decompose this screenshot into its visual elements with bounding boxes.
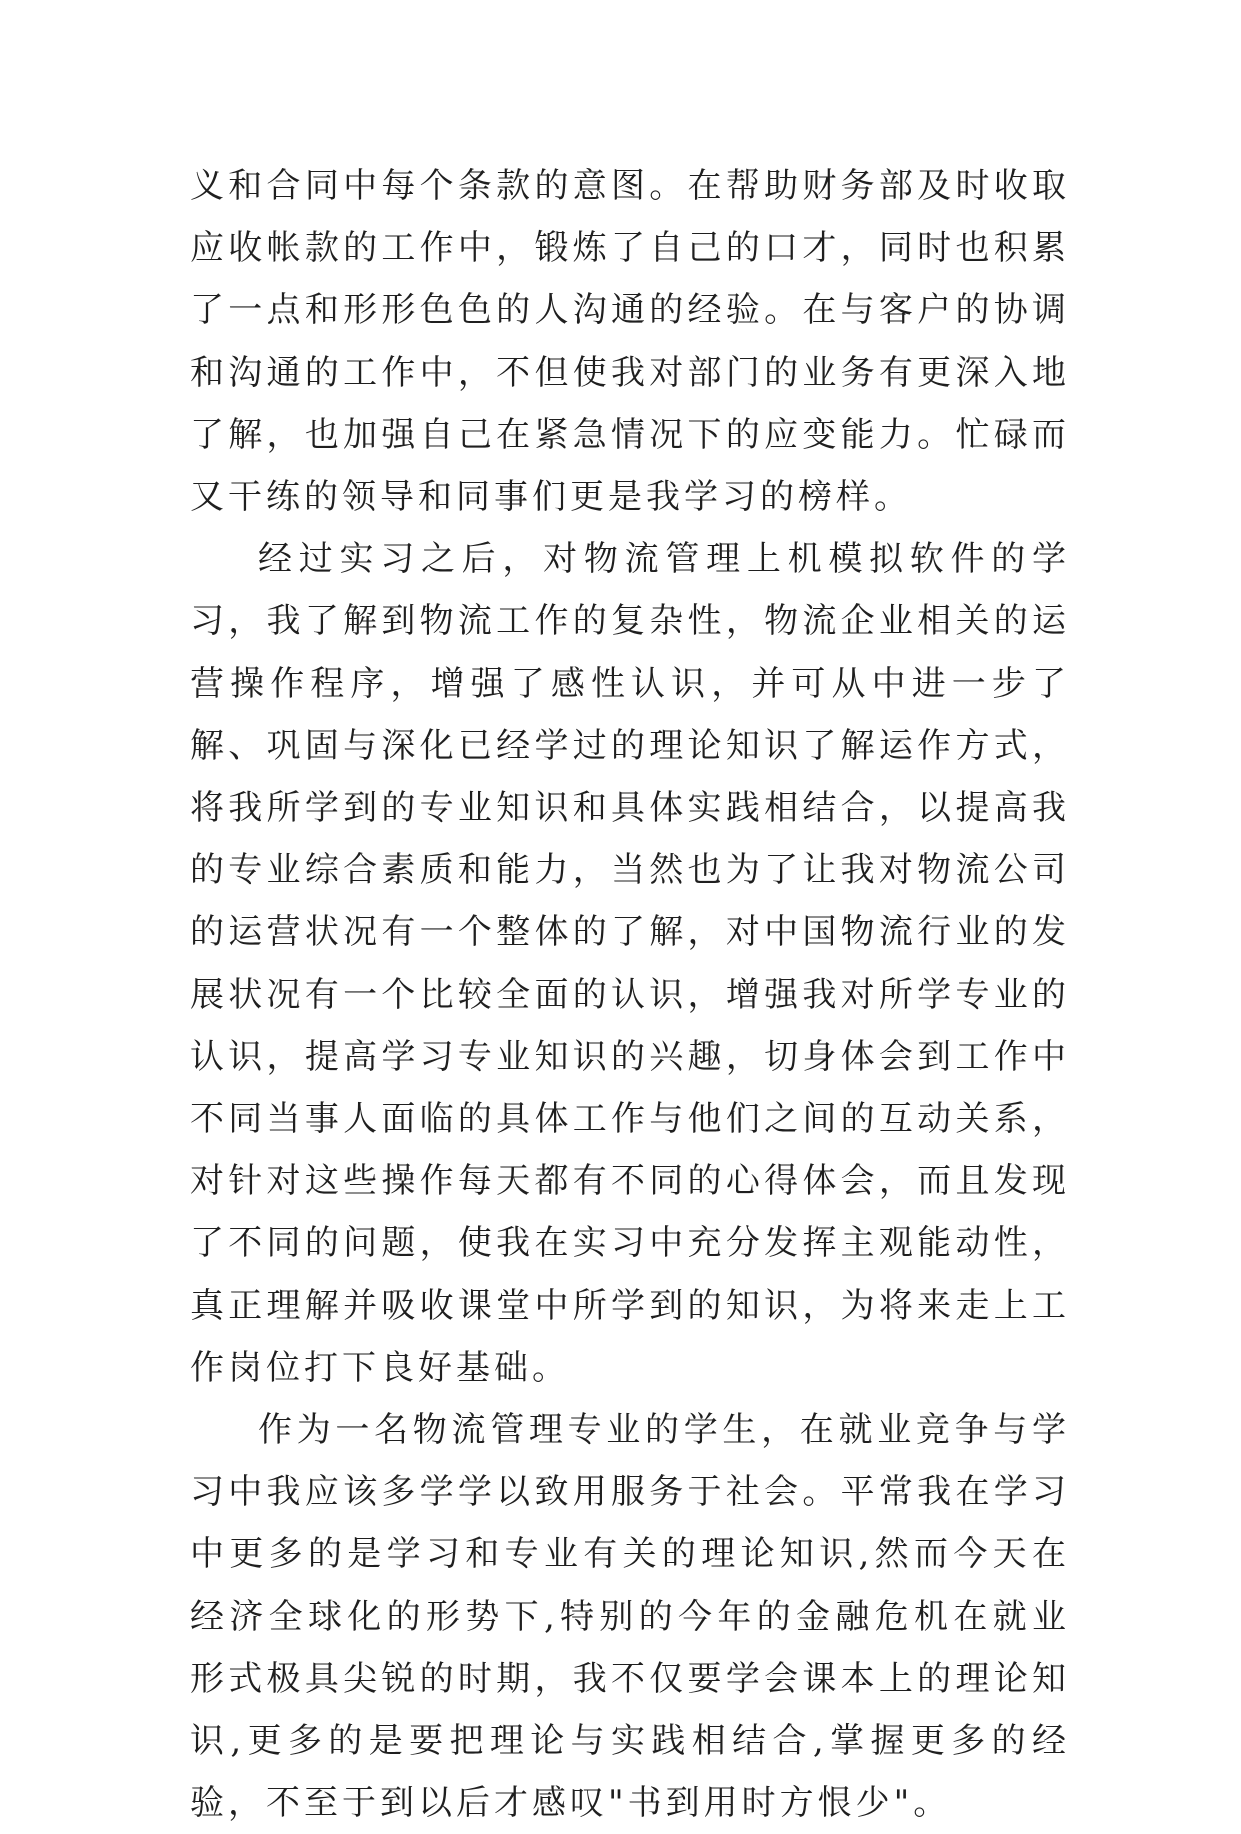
paragraph-3: 作为一名物流管理专业的学生，在就业竞争与学习中我应该多学学以致用服务于社会。平常我在学习中更多的是学习和专业有关的理论知识,然而今天在经济全球化的形势下,特别的今年的金融危机在就业形式极具尖锐的时期，我不仅要学会课本上的理论知识,更多的是要把理论与实践相结合,掌握更多的经验，不至于到以后才感叹"书到用时方恨少"。 <box>190 1410 1070 1824</box>
paragraph-2: 经过实习之后，对物流管理上机模拟软件的学习，我了解到物流工作的复杂性，物流企业相关的运营操作程序，增强了感性认识，并可从中进一步了解、巩固与深化已经学过的理论知识了解运作方式，将我所学到的专业知识和具体实践相结合，以提高我的专业综合素质和能力，当然也为了让我对物流公司的运营状况有一个整体的了解，对中国物流行业的发展状况有一个比较全面的认识，增强我对所学专业的认识，提高学习专业知识的兴趣，切身体会到工作中不同当事人面临的具体工作与他们之间的互动关系，对针对这些操作每天都有不同的心得体会，而且发现了不同的问题，使我在实习中充分发挥主观能动性，真正理解并吸收课堂中所学到的知识，为将来走上工作岗位打下良好基础。 <box>190 539 1070 1388</box>
paragraph-1: 义和合同中每个条款的意图。在帮助财务部及时收取应收帐款的工作中，锻炼了自己的口才，同时也积累了一点和形形色色的人沟通的经验。在与客户的协调和沟通的工作中，不但使我对部门的业务有更深入地了解，也加强自己在紧急情况下的应变能力。忙碌而又干练的领导和同事们更是我学习的榜样。 <box>190 166 1070 518</box>
document-body <box>190 155 1070 1834</box>
